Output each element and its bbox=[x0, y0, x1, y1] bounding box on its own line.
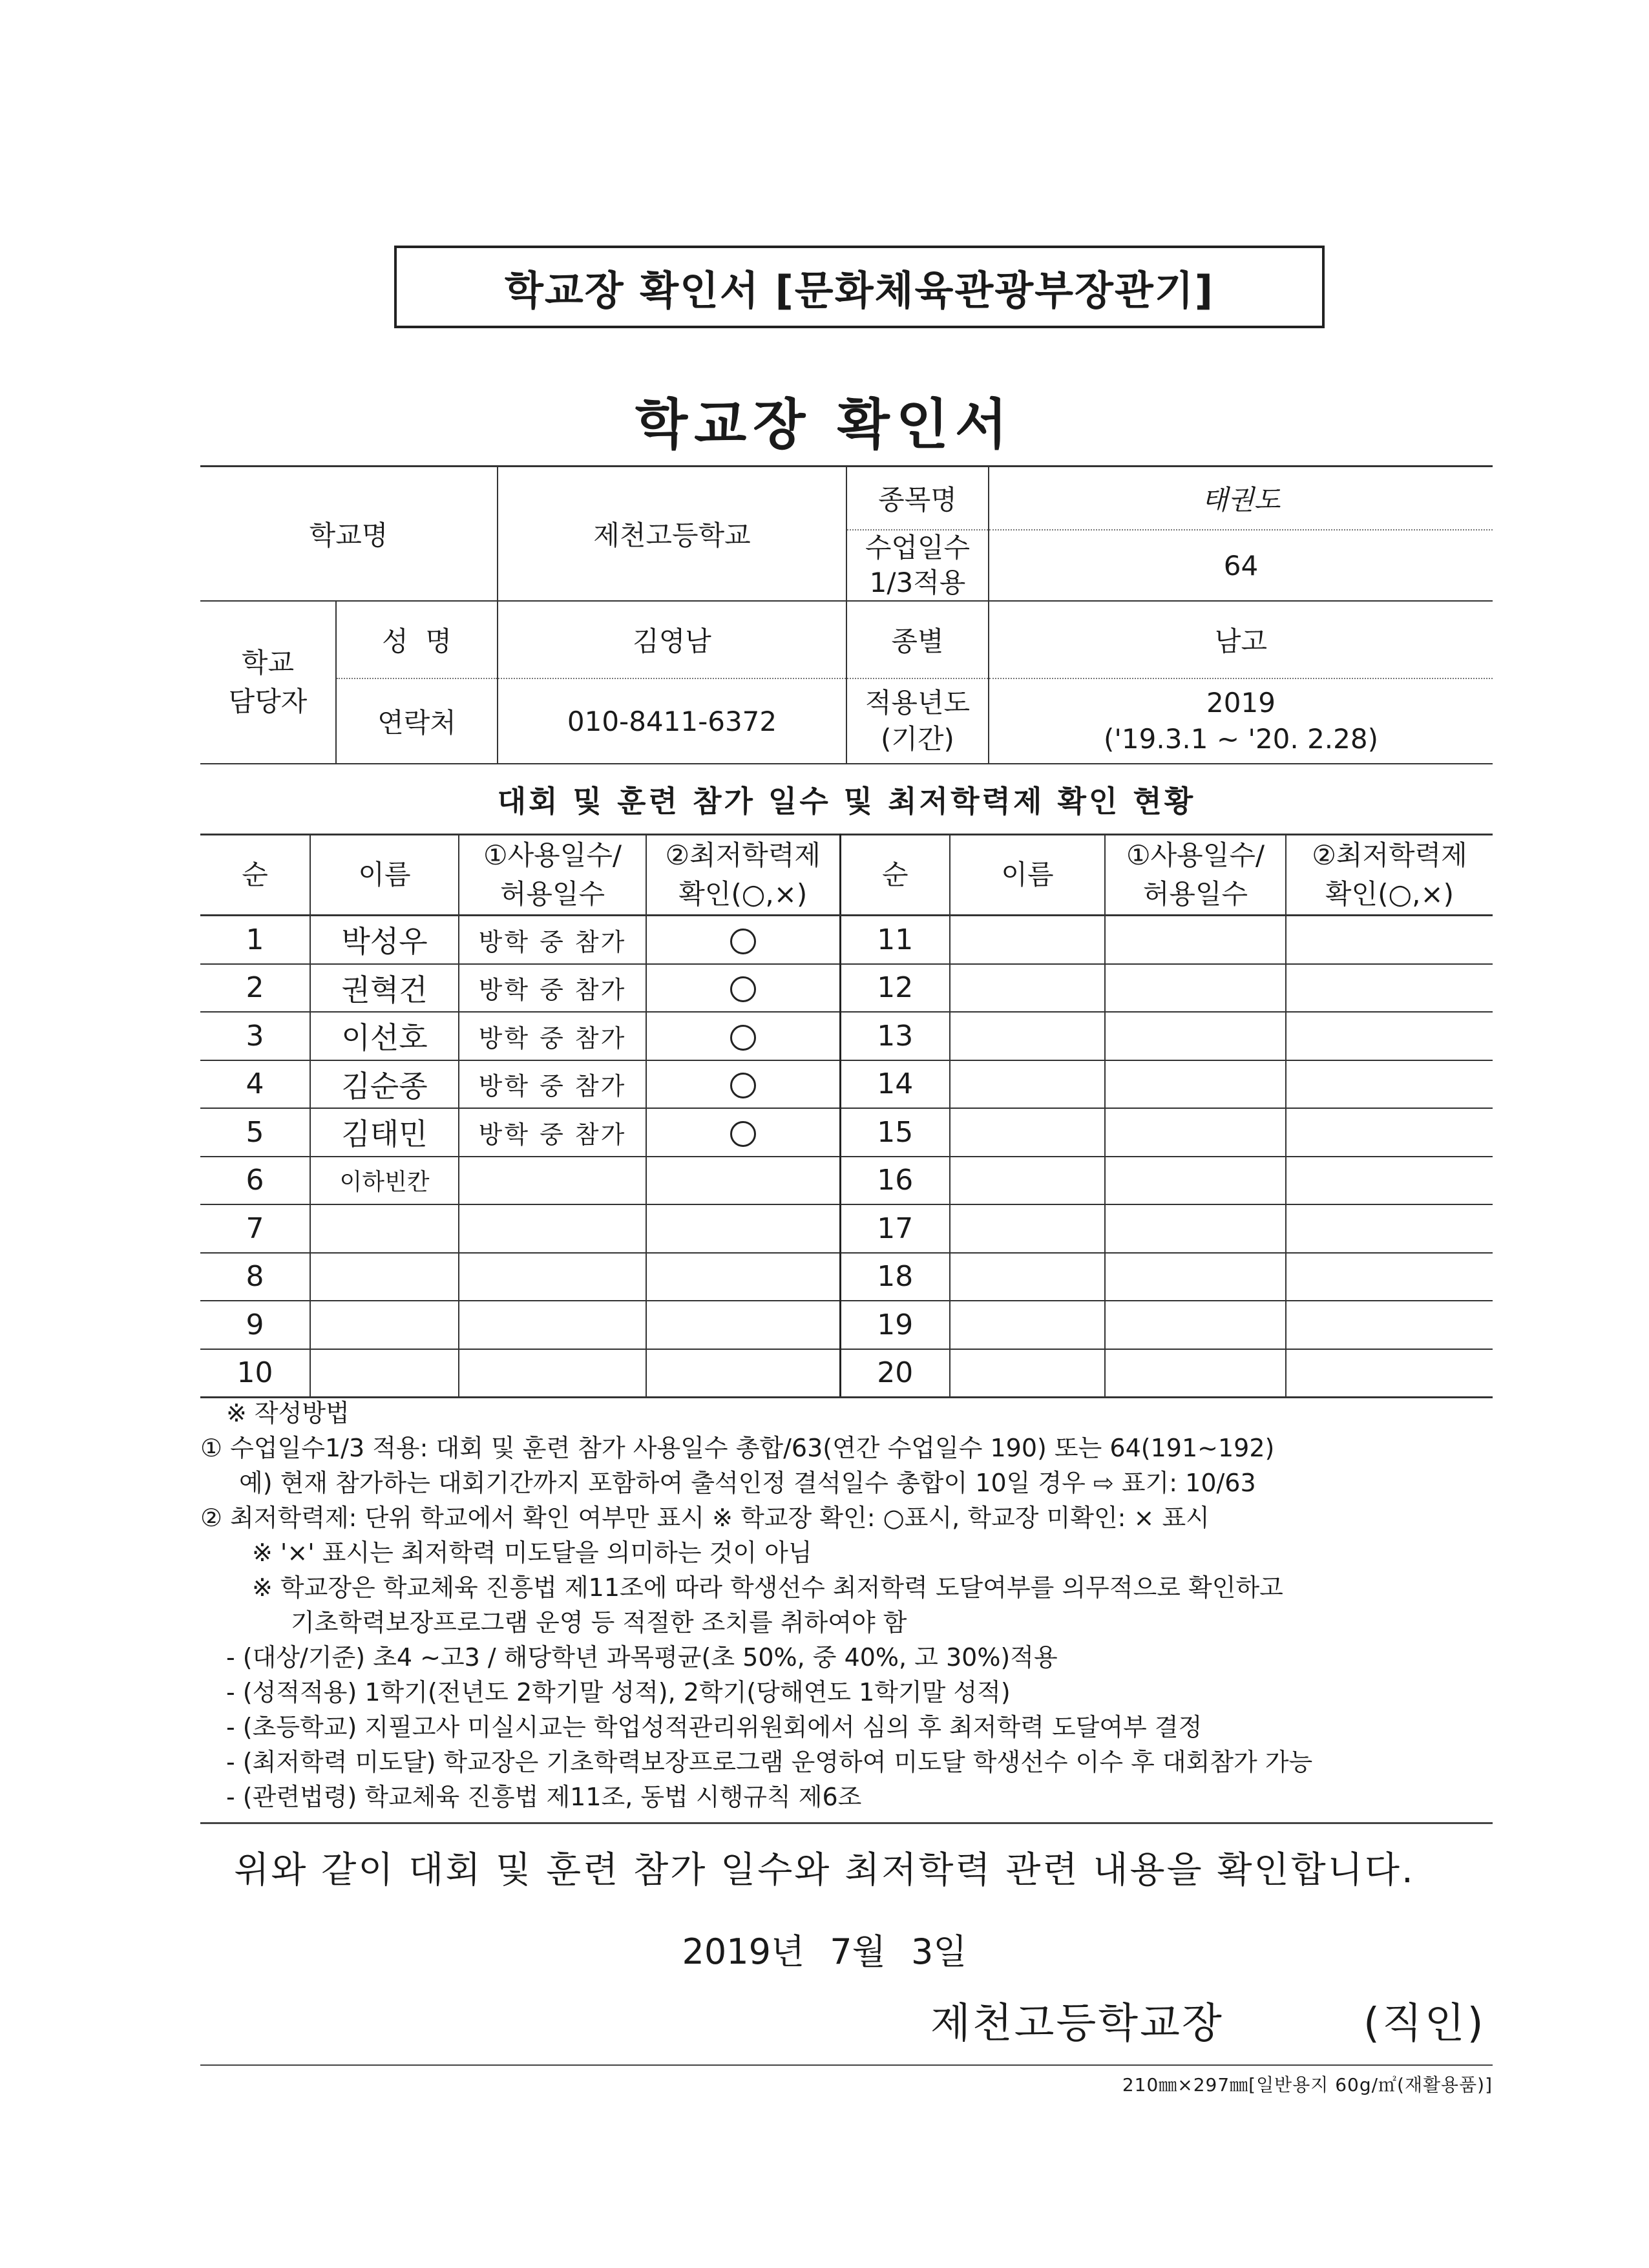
footer-divider bbox=[200, 2064, 1493, 2066]
header-name-right: 이름 bbox=[950, 835, 1105, 916]
table-header-row bbox=[200, 835, 1493, 916]
school-days-label-line1: 수업일수 bbox=[865, 532, 971, 563]
year-label bbox=[846, 678, 989, 764]
instruction-item: - (최저학력 미도달) 학교장은 기초학력보장프로그램 운영하여 미도달 학생선수 이수 후 대회참가 가능 bbox=[226, 1748, 1313, 1776]
principal-signature-label: 제천고등학교장 bbox=[930, 2000, 1224, 2048]
check-mark bbox=[646, 964, 840, 1013]
circle-mark-icon bbox=[730, 1121, 756, 1147]
header-use-days-line2: 허용일수 bbox=[499, 878, 605, 910]
student-name-right bbox=[950, 1204, 1105, 1253]
use-days: 방학 중 참가 bbox=[459, 964, 646, 1013]
instruction-item: - (성적적용) 1학기(전년도 2학기말 성적), 2학기(당해연도 1학기말 성적) bbox=[226, 1678, 1011, 1706]
school-days-value: 64 bbox=[989, 530, 1493, 601]
use-days bbox=[459, 1253, 646, 1301]
row-number-right: 20 bbox=[840, 1349, 950, 1398]
use-days-right bbox=[1105, 1204, 1286, 1253]
check-mark bbox=[646, 916, 840, 964]
period-value: ('19.3.1 ~ '20. 2.28) bbox=[1103, 723, 1378, 755]
header-name: 이름 bbox=[310, 835, 459, 916]
row-number-right: 18 bbox=[840, 1253, 950, 1301]
student-name: 이하빈칸 bbox=[310, 1157, 459, 1205]
check-mark-right bbox=[1286, 1060, 1493, 1109]
form-header-text: 학교장 확인서 [문화체육관광부장관기] bbox=[504, 266, 1215, 314]
header-no: 순 bbox=[200, 835, 310, 916]
row-number: 7 bbox=[200, 1204, 310, 1253]
row-number: 9 bbox=[200, 1301, 310, 1349]
table-row bbox=[200, 1108, 1493, 1157]
check-mark bbox=[646, 1349, 840, 1398]
use-days-right bbox=[1105, 1253, 1286, 1301]
table-row bbox=[200, 1204, 1493, 1253]
use-days: 방학 중 참가 bbox=[459, 1012, 646, 1060]
check-mark bbox=[646, 1012, 840, 1060]
table-row bbox=[200, 1012, 1493, 1060]
row-number-right: 14 bbox=[840, 1060, 950, 1109]
category-value: 남고 bbox=[989, 601, 1493, 678]
use-days bbox=[459, 1204, 646, 1253]
instruction-item: 예) 현재 참가하는 대회기간까지 포함하여 출석인정 결석일수 총합이 10일 경우 ⇨ 표기: 10/63 bbox=[239, 1469, 1256, 1497]
table-row bbox=[200, 1157, 1493, 1205]
student-name: 박성우 bbox=[310, 916, 459, 964]
check-mark-right bbox=[1286, 1301, 1493, 1349]
confirmation-statement: 위와 같이 대회 및 훈련 참가 일수와 최저학력 관련 내용을 확인합니다. bbox=[234, 1849, 1415, 1891]
table-row bbox=[200, 1301, 1493, 1349]
event-value: 태권도 bbox=[989, 467, 1493, 530]
school-days-label bbox=[846, 530, 989, 601]
check-mark-right bbox=[1286, 1012, 1493, 1060]
use-days-right bbox=[1105, 1060, 1286, 1109]
contact-label: 연락처 bbox=[336, 678, 498, 764]
row-number-right: 17 bbox=[840, 1204, 950, 1253]
check-mark-right bbox=[1286, 964, 1493, 1013]
use-days-right bbox=[1105, 1012, 1286, 1060]
row-number: 6 bbox=[200, 1157, 310, 1205]
table-row bbox=[200, 1349, 1493, 1398]
instruction-item: ※ '×' 표시는 최저학력 미도달을 의미하는 것이 아님 bbox=[252, 1538, 812, 1567]
use-days: 방학 중 참가 bbox=[459, 1060, 646, 1109]
circle-mark-icon bbox=[730, 976, 756, 1002]
student-name: 김순종 bbox=[310, 1060, 459, 1109]
student-name-right bbox=[950, 1157, 1105, 1205]
row-number-right: 12 bbox=[840, 964, 950, 1013]
row-number: 8 bbox=[200, 1253, 310, 1301]
divider bbox=[200, 1822, 1493, 1824]
use-days-right bbox=[1105, 1108, 1286, 1157]
contact-value: 010-8411-6372 bbox=[498, 678, 846, 764]
instructions-heading: ※ 작성방법 bbox=[226, 1399, 350, 1427]
staff-label-line2: 담당자 bbox=[228, 686, 308, 717]
staff-label-line1: 학교 bbox=[241, 647, 295, 678]
circle-mark-icon bbox=[730, 1073, 756, 1098]
student-name: 이선호 bbox=[310, 1012, 459, 1060]
table-row bbox=[200, 964, 1493, 1013]
student-name bbox=[310, 1204, 459, 1253]
student-name-right bbox=[950, 916, 1105, 964]
participation-table bbox=[200, 834, 1493, 1398]
header-check-line2: 확인(○,×) bbox=[678, 878, 808, 910]
header-check bbox=[646, 835, 840, 916]
use-days: 방학 중 참가 bbox=[459, 916, 646, 964]
check-mark bbox=[646, 1301, 840, 1349]
staff-label bbox=[200, 601, 336, 764]
check-mark-right bbox=[1286, 1108, 1493, 1157]
year-value-line1: 2019 bbox=[1206, 687, 1276, 719]
instruction-item: ① 수업일수1/3 적용: 대회 및 훈련 참가 사용일수 총합/63(연간 수업일수 190) 또는 64(191~192) bbox=[200, 1434, 1275, 1462]
staff-name-label: 성 명 bbox=[336, 601, 498, 678]
instruction-item: ② 최저학력제: 단위 학교에서 확인 여부만 표시 ※ 학교장 확인: ○표시, 학교장 미확인: × 표시 bbox=[200, 1504, 1210, 1532]
use-days-right bbox=[1105, 916, 1286, 964]
row-number-right: 16 bbox=[840, 1157, 950, 1205]
student-name: 김태민 bbox=[310, 1108, 459, 1157]
header-use-days-right-line2: 허용일수 bbox=[1142, 878, 1248, 910]
row-number: 4 bbox=[200, 1060, 310, 1109]
table-row bbox=[200, 916, 1493, 964]
instruction-item: ※ 학교장은 학교체육 진흥법 제11조에 따라 학생선수 최저학력 도달여부를 의무적으로 확인하고 bbox=[252, 1573, 1283, 1602]
use-days-right bbox=[1105, 1301, 1286, 1349]
row-number-right: 11 bbox=[840, 916, 950, 964]
check-mark-right bbox=[1286, 916, 1493, 964]
student-name-right bbox=[950, 1108, 1105, 1157]
year-label-line1: 적용년도 bbox=[865, 687, 971, 719]
instruction-item: 기초학력보장프로그램 운영 등 적절한 조치를 취하여야 함 bbox=[291, 1608, 907, 1637]
row-number-right: 13 bbox=[840, 1012, 950, 1060]
staff-name-value: 김영남 bbox=[498, 601, 846, 678]
section-title: 대회 및 훈련 참가 일수 및 최저학력제 확인 현황 bbox=[497, 784, 1196, 819]
use-days-right bbox=[1105, 964, 1286, 1013]
header-use-days-right-line1: ①사용일수/ bbox=[1126, 839, 1265, 871]
use-days bbox=[459, 1349, 646, 1398]
school-days-label-line2: 1/3적용 bbox=[869, 567, 966, 598]
check-mark bbox=[646, 1204, 840, 1253]
year-label-line2: (기간) bbox=[881, 723, 954, 755]
student-name-right bbox=[950, 1060, 1105, 1109]
use-days bbox=[459, 1157, 646, 1205]
category-label: 종별 bbox=[846, 601, 989, 678]
instruction-item: - (초등학교) 지필고사 미실시교는 학업성적관리위원회에서 심의 후 최저학력 도달여부 결정 bbox=[226, 1713, 1203, 1741]
row-number: 10 bbox=[200, 1349, 310, 1398]
issue-date: 2019년 7월 3일 bbox=[682, 1931, 967, 1972]
year-value bbox=[989, 678, 1493, 764]
circle-mark-icon bbox=[730, 929, 756, 954]
check-mark-right bbox=[1286, 1253, 1493, 1301]
form-header-box bbox=[394, 246, 1325, 328]
check-mark-right bbox=[1286, 1157, 1493, 1205]
circle-mark-icon bbox=[730, 1025, 756, 1051]
header-use-days-line1: ①사용일수/ bbox=[483, 839, 622, 871]
instruction-item: - (관련법령) 학교체육 진흥법 제11조, 동법 시행규칙 제6조 bbox=[226, 1783, 862, 1811]
official-seal-label: (직인) bbox=[1363, 2000, 1486, 2048]
table-row bbox=[200, 1253, 1493, 1301]
instruction-item: - (대상/기준) 초4 ~고3 / 해당학년 과목평균(초 50%, 중 40%, 고 30%)적용 bbox=[226, 1643, 1058, 1672]
row-number-right: 15 bbox=[840, 1108, 950, 1157]
document-title: 학교장 확인서 bbox=[635, 393, 1014, 456]
row-number: 3 bbox=[200, 1012, 310, 1060]
event-label: 종목명 bbox=[846, 467, 989, 530]
student-name-right bbox=[950, 1349, 1105, 1398]
table-row bbox=[200, 1060, 1493, 1109]
use-days bbox=[459, 1301, 646, 1349]
header-check-right-line1: ②최저학력제 bbox=[1312, 839, 1467, 871]
school-name-value: 제천고등학교 bbox=[498, 467, 846, 602]
paper-spec-footer: 210㎜×297㎜[일반용지 60g/㎡(재활용품)] bbox=[1122, 2074, 1493, 2095]
check-mark bbox=[646, 1108, 840, 1157]
student-name bbox=[310, 1253, 459, 1301]
student-name-right bbox=[950, 964, 1105, 1013]
use-days-right bbox=[1105, 1349, 1286, 1398]
school-name-label: 학교명 bbox=[200, 467, 498, 602]
use-days: 방학 중 참가 bbox=[459, 1108, 646, 1157]
check-mark-right bbox=[1286, 1204, 1493, 1253]
header-check-right bbox=[1286, 835, 1493, 916]
student-name-right bbox=[950, 1012, 1105, 1060]
header-use-days-right bbox=[1105, 835, 1286, 916]
row-number: 2 bbox=[200, 964, 310, 1013]
student-name bbox=[310, 1301, 459, 1349]
check-mark-right bbox=[1286, 1349, 1493, 1398]
check-mark bbox=[646, 1253, 840, 1301]
student-name bbox=[310, 1349, 459, 1398]
use-days-right bbox=[1105, 1157, 1286, 1205]
row-number: 5 bbox=[200, 1108, 310, 1157]
school-info-table bbox=[200, 465, 1493, 764]
check-mark bbox=[646, 1157, 840, 1205]
student-name-right bbox=[950, 1301, 1105, 1349]
student-name-right bbox=[950, 1253, 1105, 1301]
check-mark bbox=[646, 1060, 840, 1109]
row-number: 1 bbox=[200, 916, 310, 964]
header-check-line1: ②최저학력제 bbox=[665, 839, 821, 871]
header-use-days bbox=[459, 835, 646, 916]
header-check-right-line2: 확인(○,×) bbox=[1325, 878, 1455, 910]
row-number-right: 19 bbox=[840, 1301, 950, 1349]
instructions-section bbox=[200, 1396, 1506, 1814]
student-name: 권혁건 bbox=[310, 964, 459, 1013]
header-no-right: 순 bbox=[840, 835, 950, 916]
